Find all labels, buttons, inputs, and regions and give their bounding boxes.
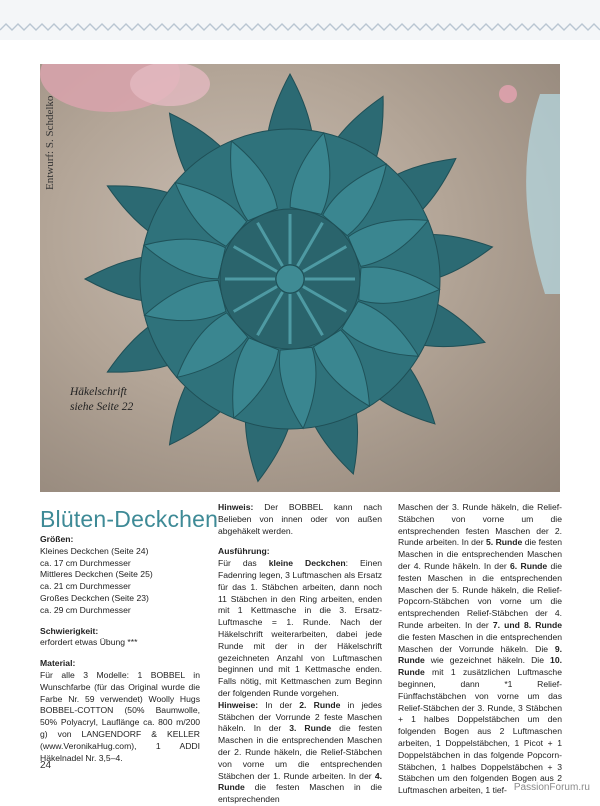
size-line: Kleines Deckchen (Seite 24) <box>40 545 149 556</box>
caption-line-2: siehe Seite 22 <box>70 401 134 413</box>
difficulty-heading: Schwierigkeit: <box>40 625 99 636</box>
text-run: die festen Maschen in die entsprechenden Maschen der 5. Runde häkeln, die Relief-Popcorn-Stäbchen von vorne um die entsprechenden Relief-Stäbchen der 4. Runde arbeiten. In der <box>398 560 562 630</box>
material-text: Für alle 3 Modelle: 1 BOBBEL in Wunschfarbe (für das Original wurde die Farbe Nr. 59 verwendet) Woolly Hugs BOBBEL-COTTON (50% Baumwolle, 50% Polyacryl, Lauflänge ca. 800 m/200 g) von LANGENDORF & KELLER (www.VeronikaHug.com), 1 ADDI Häkelnadel Nr. 3,5–4. <box>40 669 200 763</box>
hint-paragraph <box>218 502 382 537</box>
sizes-heading: Größen: <box>40 534 74 544</box>
photo-credit: Entwurf: S. Schdelko <box>44 95 56 190</box>
doily-illustration <box>40 64 560 492</box>
column-2 <box>218 502 382 806</box>
text-run-bold: 3. Runde <box>289 723 332 734</box>
hint-text: Der BOBBEL kann nach Belieben von innen oder von außen abgehäkelt werden. <box>218 502 382 536</box>
column-3 <box>398 502 562 797</box>
text-run: in jedes Stäbchen der Vorrunde 2 feste Maschen häkeln. In der <box>218 699 382 734</box>
size-line: Mittleres Deckchen (Seite 25) <box>40 569 153 580</box>
text-run: Maschen der 3. Runde häkeln, die Relief-Stäbchen von vorne um die entsprechenden festen Maschen der 2. Runde arbeiten. In der <box>398 502 562 548</box>
text-run-bold: 7. und 8. Runde <box>492 619 562 630</box>
article-title: Blüten-Deckchen <box>40 506 219 532</box>
text-run-bold: 4. Runde <box>218 770 382 793</box>
doily-photo <box>40 64 560 492</box>
text-run-bold: kleine Deckchen <box>268 558 346 569</box>
text-run: Für das <box>218 558 269 569</box>
zigzag-border <box>0 20 600 34</box>
execution-heading: Ausführung: <box>218 546 270 557</box>
text-run-bold: 10. Runde <box>398 655 562 678</box>
text-run: die festen Maschen in die entsprechenden Maschen der 4. Runde häkeln. In der <box>398 537 563 571</box>
size-line: Großes Deckchen (Seite 23) <box>40 592 149 603</box>
size-line: ca. 21 cm Durchmesser <box>40 581 131 592</box>
size-line: ca. 17 cm Durchmesser <box>40 557 131 568</box>
watermark: PassionForum.ru <box>513 782 590 793</box>
text-run-bold: 9. Runde <box>398 643 562 666</box>
top-decor-strip <box>0 0 600 40</box>
rounds-paragraph <box>398 502 562 797</box>
text-run: : Einen Fadenring legen, 3 Luftmaschen als Ersatz für das 1. Stäbchen arbeiten, dann noch 11 Stäbchen in den Ring arbeiten, enden mit 1 Kettmasche in die 3. Ersatz-Luftmasche = 1. Runde. Nach der Häkelschrift weiterarbeiten, dabei jede Runde mit der in der Häkelschrift gezeichneten Anzahl von Luftmaschen beginnen und mit 1 Kettmasche enden. Falls nötig, mit Kettmaschen zum Beginn der folgenden Runde vorgehen. <box>218 558 382 698</box>
chart-reference-caption <box>70 385 210 415</box>
text-run: die festen Maschen in die entsprechenden Maschen der Vorrunde häkeln. Die <box>398 631 562 654</box>
caption-line-1: Häkelschrift <box>70 386 127 398</box>
text-run-bold: 5. Runde <box>486 537 523 548</box>
text-run-bold: 6. Runde <box>510 560 548 571</box>
hint-label: Hinweis: <box>218 502 254 512</box>
text-run-bold: 2. Runde <box>299 699 341 710</box>
text-run: wie gezeichnet häkeln. Die <box>424 655 551 666</box>
hints-label: Hinweise: <box>218 699 259 710</box>
column-1 <box>40 534 200 764</box>
page-number: 24 <box>40 760 52 771</box>
hints-paragraph <box>218 700 382 806</box>
execution-paragraph <box>218 558 382 700</box>
text-run: mit 1 zusätzlichen Luftmasche beginnen, dann *1 Relief-Fünffachstäbchen von vorne um das Relief-Stäbchen der 3. Runde, 3 Stäbchen + 1 halbes Doppelstäbchen um den folgenden Bogen aus 2 Luftmaschen arbeiten, 1 Doppelstäbchen, 1 Picot + 1 Doppelstäbchen in das folgende Popcorn-Stäbchen, 1 halbes Doppelstäbchen + 3 Stäbchen um den folgenden Bogen aus 2 Luftmaschen arbeiten, 1 tief- <box>398 667 562 796</box>
size-line: ca. 29 cm Durchmesser <box>40 604 131 615</box>
difficulty-text: erfordert etwas Übung *** <box>40 637 138 648</box>
text-run: die festen Maschen in die entsprechenden Maschen der 2. Runde häkeln, die Relief-Stäbchen von vorne um die entsprechenden Stäbchen der 1. Runde arbeiten. In der <box>218 723 383 781</box>
text-run: In der <box>258 699 300 710</box>
material-heading: Material: <box>40 658 76 669</box>
text-run: die festen Maschen in die entsprechenden <box>218 782 382 805</box>
